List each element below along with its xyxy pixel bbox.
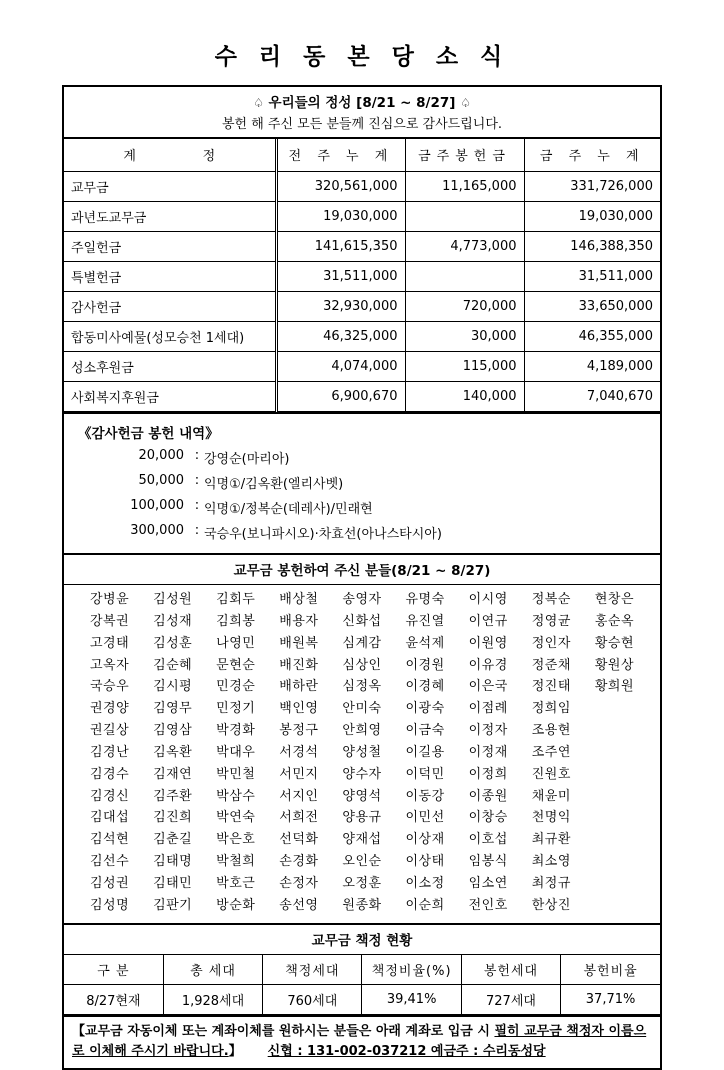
thanksgiving-colon: : [194, 498, 200, 513]
donor-name: 오정훈 [342, 875, 382, 891]
donor-name [583, 853, 646, 872]
donor-name: 최규환 [531, 832, 571, 848]
offering-row-label: 교무금 [64, 172, 276, 202]
donor-name: 손정자 [279, 875, 319, 891]
thanksgiving-section [64, 412, 660, 553]
donor-name: 김경난 [89, 744, 130, 760]
donor-name: 배용자 [279, 613, 319, 629]
donor-name: 홍순옥 [594, 613, 635, 629]
donor-name: 한상진 [531, 897, 571, 913]
donor-name: 이덕민 [405, 766, 445, 782]
thanksgiving-title: 《감사헌금 봉헌 내역》 [78, 426, 219, 442]
donor-name: 이정자 [468, 723, 508, 739]
donor-name: 이원영 [468, 635, 508, 651]
offering-row-cumulative: 331,726,000 [524, 172, 660, 202]
thanksgiving-amount: 20,000 [138, 448, 184, 463]
donor-name: 양수자 [342, 766, 382, 782]
donor-name [583, 722, 646, 741]
donor-name: 배하란 [279, 679, 319, 695]
donor-name: 정인자 [531, 635, 571, 651]
donor-name: 고옥자 [89, 657, 130, 673]
donor-name: 윤석제 [405, 635, 445, 651]
donor-name: 박은호 [216, 832, 256, 848]
thanksgiving-amount: 300,000 [130, 523, 184, 538]
offering-row-prev-total: 46,325,000 [276, 322, 405, 352]
stats-column-header-assessed-rate: 책정비율(%) [362, 955, 461, 985]
spade-icon-right: ♤ [460, 96, 471, 110]
donor-name: 조용현 [531, 723, 571, 739]
offering-row-cumulative: 4,189,000 [524, 352, 660, 382]
thanksgiving-entry [64, 470, 660, 495]
donor-name: 문현순 [216, 657, 256, 673]
donor-name: 서경석 [279, 744, 319, 760]
offering-row-label: 과년도교무금 [64, 202, 276, 232]
donor-name: 이경혜 [405, 679, 445, 695]
donor-name: 김성권 [89, 875, 130, 891]
offering-row-label: 특별헌금 [64, 262, 276, 292]
column-header-item-a: 계 [123, 149, 136, 164]
donor-name: 최소영 [531, 854, 571, 870]
donor-name: 이호섭 [468, 832, 508, 848]
donor-name: 김순혜 [153, 657, 193, 673]
donor-name: 김성명 [89, 897, 130, 913]
donor-name: 김석현 [89, 832, 130, 848]
donor-name: 심상인 [342, 657, 382, 673]
donor-name: 유진열 [405, 613, 445, 629]
offering-row-this-week: 30,000 [405, 322, 524, 352]
thanksgiving-amount: 50,000 [138, 473, 184, 488]
stats-value-assessed-households: 760세대 [263, 984, 362, 1014]
donor-name: 양성철 [342, 744, 382, 760]
donor-name: 오인순 [342, 854, 382, 870]
account-notice [64, 1015, 660, 1068]
donor-name: 송선영 [279, 897, 319, 913]
offering-table-body [64, 172, 660, 412]
notice-text-part3: 】 [228, 1043, 242, 1059]
offering-table-row [64, 322, 660, 352]
donor-name: 방순화 [216, 897, 256, 913]
offering-table-row [64, 232, 660, 262]
offering-row-this-week: 4,773,000 [405, 232, 524, 262]
thanksgiving-donor-names: 익명①/김옥환(엘리사벳) [204, 477, 344, 492]
donor-name: 김춘길 [153, 832, 193, 848]
stats-column-header-offering-rate: 봉헌비율 [561, 955, 660, 985]
donor-name: 이금숙 [405, 723, 445, 739]
donor-name: 김성원 [153, 592, 193, 607]
offering-row-cumulative: 19,030,000 [524, 202, 660, 232]
offering-row-prev-total: 141,615,350 [276, 232, 405, 262]
donor-name: 서민지 [279, 766, 319, 782]
donor-name: 배진화 [279, 657, 319, 673]
offering-table-row [64, 262, 660, 292]
offering-row-prev-total: 4,074,000 [276, 352, 405, 382]
donor-name: 박경화 [216, 723, 256, 739]
offering-row-this-week [405, 202, 524, 232]
stats-value-assessed-rate: 39,41% [362, 984, 461, 1014]
offering-table-row [64, 172, 660, 202]
offering-table-row [64, 352, 660, 382]
donor-name: 송영자 [342, 592, 382, 607]
donor-name [583, 766, 646, 785]
donor-name: 전인호 [468, 897, 508, 913]
donor-name: 이종원 [468, 788, 508, 804]
donor-name [583, 875, 646, 894]
donor-name: 김회두 [216, 592, 256, 607]
donor-name: 이창승 [468, 810, 508, 826]
column-header-item [64, 139, 276, 172]
donor-name: 고경태 [89, 635, 130, 651]
donor-name: 민경순 [216, 679, 256, 695]
donor-name: 최정규 [531, 875, 571, 891]
donor-name: 박호근 [216, 875, 256, 891]
donor-name: 유명숙 [405, 592, 445, 607]
donor-name: 이정재 [468, 744, 508, 760]
donor-name: 임봉식 [468, 854, 508, 870]
donor-name [583, 700, 646, 719]
stats-table-body [64, 984, 660, 1014]
offering-table-row [64, 382, 660, 412]
donor-name: 권경양 [89, 701, 130, 717]
stats-table-head [64, 955, 660, 985]
offering-row-prev-total: 19,030,000 [276, 202, 405, 232]
offering-row-cumulative: 146,388,350 [524, 232, 660, 262]
donor-name: 강병윤 [89, 592, 130, 607]
donor-name: 양재섭 [342, 832, 382, 848]
donor-name: 김옥환 [153, 744, 193, 760]
thanksgiving-entry [64, 495, 660, 520]
donor-name [583, 831, 646, 850]
donor-name: 선덕화 [279, 832, 319, 848]
notice-account-info: 신협 : 131-002-037212 예금주 : 수리동성당 [267, 1043, 546, 1059]
donor-name: 김대섭 [89, 810, 130, 826]
donor-name: 김재연 [153, 766, 193, 782]
donors-title: 교무금 봉헌하여 주신 분들(8/21 ~ 8/27) [64, 553, 660, 585]
donor-name: 박대우 [216, 744, 256, 760]
offering-row-this-week: 11,165,000 [405, 172, 524, 202]
donor-name: 정영균 [531, 613, 571, 629]
offering-table-row [64, 292, 660, 322]
donor-name: 진원호 [531, 766, 571, 782]
donor-name: 강복권 [89, 613, 130, 629]
stats-title: 교무금 책정 현황 [64, 923, 660, 955]
thanksgiving-colon: : [194, 448, 200, 463]
donor-name: 김성훈 [153, 635, 193, 651]
offering-row-this-week: 140,000 [405, 382, 524, 412]
donor-name: 민정기 [216, 701, 256, 717]
offering-row-cumulative: 7,040,670 [524, 382, 660, 412]
donor-name: 이순희 [405, 897, 445, 913]
stats-header-row [64, 955, 660, 985]
thanksgiving-colon: : [194, 473, 200, 488]
offering-header-title-line [64, 91, 660, 111]
column-header-cumulative: 금 주 누 계 [524, 139, 660, 172]
donor-name [583, 788, 646, 807]
donor-name: 김태민 [153, 875, 193, 891]
donor-name: 양영석 [342, 788, 382, 804]
offering-table-row [64, 202, 660, 232]
donor-name: 배원복 [279, 635, 319, 651]
offering-row-label: 사회복지후원금 [64, 382, 276, 412]
donor-name: 신화섭 [342, 613, 382, 629]
thanksgiving-donor-names: 강영순(마리아) [204, 452, 290, 467]
donor-name: 천명익 [531, 810, 571, 826]
stats-column-header-assessed-households: 책정세대 [263, 955, 362, 985]
donor-name [583, 809, 646, 828]
donor-name: 서희전 [279, 810, 319, 826]
spade-icon-left: ♤ [253, 96, 264, 110]
notice-text-part1: 【교무금 자동이체 또는 계좌이체를 원하시는 분들은 아래 계좌로 입금 시 [72, 1023, 495, 1039]
column-header-item-b: 정 [202, 149, 216, 164]
stats-column-header-division: 구 분 [64, 955, 163, 985]
offering-row-cumulative: 46,355,000 [524, 322, 660, 352]
donor-name: 안미숙 [342, 701, 382, 717]
donor-name: 김진희 [153, 810, 193, 826]
thanksgiving-entry [64, 445, 660, 470]
stats-value-total-households: 1,928세대 [163, 984, 262, 1014]
donor-name [583, 744, 646, 763]
page-title: 수 리 동 본 당 소 식 [214, 44, 510, 70]
donor-name: 김선수 [89, 854, 130, 870]
offering-header [64, 87, 660, 139]
donor-name: 김영삼 [153, 723, 193, 739]
donor-name: 김주환 [153, 788, 193, 804]
offering-table-head [64, 139, 660, 172]
column-header-prev-total: 전 주 누 계 [276, 139, 405, 172]
donor-name: 심계감 [342, 635, 382, 651]
offering-row-cumulative: 33,650,000 [524, 292, 660, 322]
donor-name: 정복순 [531, 592, 571, 607]
donors-grid [64, 585, 660, 923]
donor-name: 이상태 [405, 854, 445, 870]
offering-row-this-week [405, 262, 524, 292]
stats-column-header-offering-households: 봉헌세대 [461, 955, 560, 985]
donor-name: 박민철 [216, 766, 256, 782]
donor-name: 박삼수 [216, 788, 256, 804]
stats-value-division: 8/27현재 [64, 984, 163, 1014]
donor-name: 김영무 [153, 701, 193, 717]
donor-name: 국승우 [89, 679, 130, 695]
offering-row-prev-total: 32,930,000 [276, 292, 405, 322]
donor-name: 이은국 [468, 679, 508, 695]
stats-column-header-total-households: 총 세대 [163, 955, 262, 985]
thanksgiving-colon: : [194, 523, 200, 538]
offering-header-subtitle: 봉헌 해 주신 모든 분들께 진심으로 감사드립니다. [221, 117, 503, 132]
donor-name: 정진태 [531, 679, 571, 695]
offering-row-prev-total: 6,900,670 [276, 382, 405, 412]
donor-name: 조주연 [531, 744, 571, 760]
donor-name: 이경원 [405, 657, 445, 673]
donor-name: 이길용 [405, 744, 445, 760]
donor-name: 백인영 [279, 701, 319, 717]
donor-name: 김희봉 [216, 613, 256, 629]
donor-name: 이점례 [468, 701, 508, 717]
donor-name: 권길상 [89, 723, 130, 739]
bulletin-frame [62, 85, 662, 1070]
donor-name: 박철희 [216, 854, 256, 870]
offering-row-label: 주일헌금 [64, 232, 276, 262]
donor-name: 안희영 [342, 723, 382, 739]
notice-text-emphasis: 필히 교무금 책정자 이름으로 이체해 주시기 바랍니다. [72, 1023, 647, 1059]
donor-name: 김경수 [89, 766, 130, 782]
donor-name: 김시평 [153, 679, 193, 695]
stats-data-row [64, 984, 660, 1014]
donor-name: 김경신 [89, 788, 130, 804]
stats-value-offering-households: 727세대 [461, 984, 560, 1014]
donor-name: 이시영 [468, 592, 508, 607]
donor-name: 이유경 [468, 657, 508, 673]
offering-row-label: 성소후원금 [64, 352, 276, 382]
donor-name: 현창은 [594, 592, 635, 607]
thanksgiving-donor-names: 익명①/정복순(데레사)/민래현 [204, 502, 373, 517]
thanksgiving-entry [64, 520, 660, 545]
donor-name: 정준채 [531, 657, 571, 673]
offering-row-cumulative: 31,511,000 [524, 262, 660, 292]
offering-row-this-week: 720,000 [405, 292, 524, 322]
offering-table-header-row [64, 139, 660, 172]
donor-name: 서지인 [279, 788, 319, 804]
offering-header-title: 우리들의 정성 [8/21 ~ 8/27] [268, 95, 456, 111]
column-header-this-week: 금주봉헌금 [405, 139, 524, 172]
donor-name: 원종화 [342, 897, 382, 913]
offering-row-prev-total: 320,561,000 [276, 172, 405, 202]
donor-name: 이민선 [405, 810, 445, 826]
donor-name: 황희원 [594, 679, 635, 695]
donor-name: 채윤미 [531, 788, 571, 804]
donor-name [583, 897, 646, 916]
donor-name: 김태명 [153, 854, 193, 870]
thanksgiving-amount: 100,000 [130, 498, 184, 513]
donor-name: 양용규 [342, 810, 382, 826]
donor-name: 박연숙 [216, 810, 256, 826]
donor-name: 김판기 [153, 897, 193, 913]
donor-name: 이동강 [405, 788, 445, 804]
offering-row-label: 합동미사예물(성모승천 1세대) [64, 322, 276, 352]
donor-name: 김성재 [153, 613, 193, 629]
offering-row-label: 감사헌금 [64, 292, 276, 322]
donor-name: 나영민 [216, 635, 256, 651]
offering-row-prev-total: 31,511,000 [276, 262, 405, 292]
donor-name: 이소정 [405, 875, 445, 891]
donor-name: 정희임 [531, 701, 571, 717]
donor-name: 이연규 [468, 613, 508, 629]
donor-name: 봉정구 [279, 723, 319, 739]
donor-name: 손경화 [279, 854, 319, 870]
offering-row-this-week: 115,000 [405, 352, 524, 382]
stats-value-offering-rate: 37,71% [561, 984, 660, 1014]
donor-name: 이정희 [468, 766, 508, 782]
donor-name: 황원상 [594, 657, 635, 673]
stats-table [64, 955, 660, 1015]
offering-table [64, 139, 660, 412]
donor-name: 이광숙 [405, 701, 445, 717]
donor-name: 심정옥 [342, 679, 382, 695]
thanksgiving-list [64, 445, 660, 545]
donor-name: 임소연 [468, 875, 508, 891]
donor-name: 이상재 [405, 832, 445, 848]
donor-name: 황승현 [594, 635, 635, 651]
donor-name: 배상철 [279, 592, 319, 607]
thanksgiving-donor-names: 국승우(보니파시오)·차효선(아나스타시아) [204, 527, 442, 542]
